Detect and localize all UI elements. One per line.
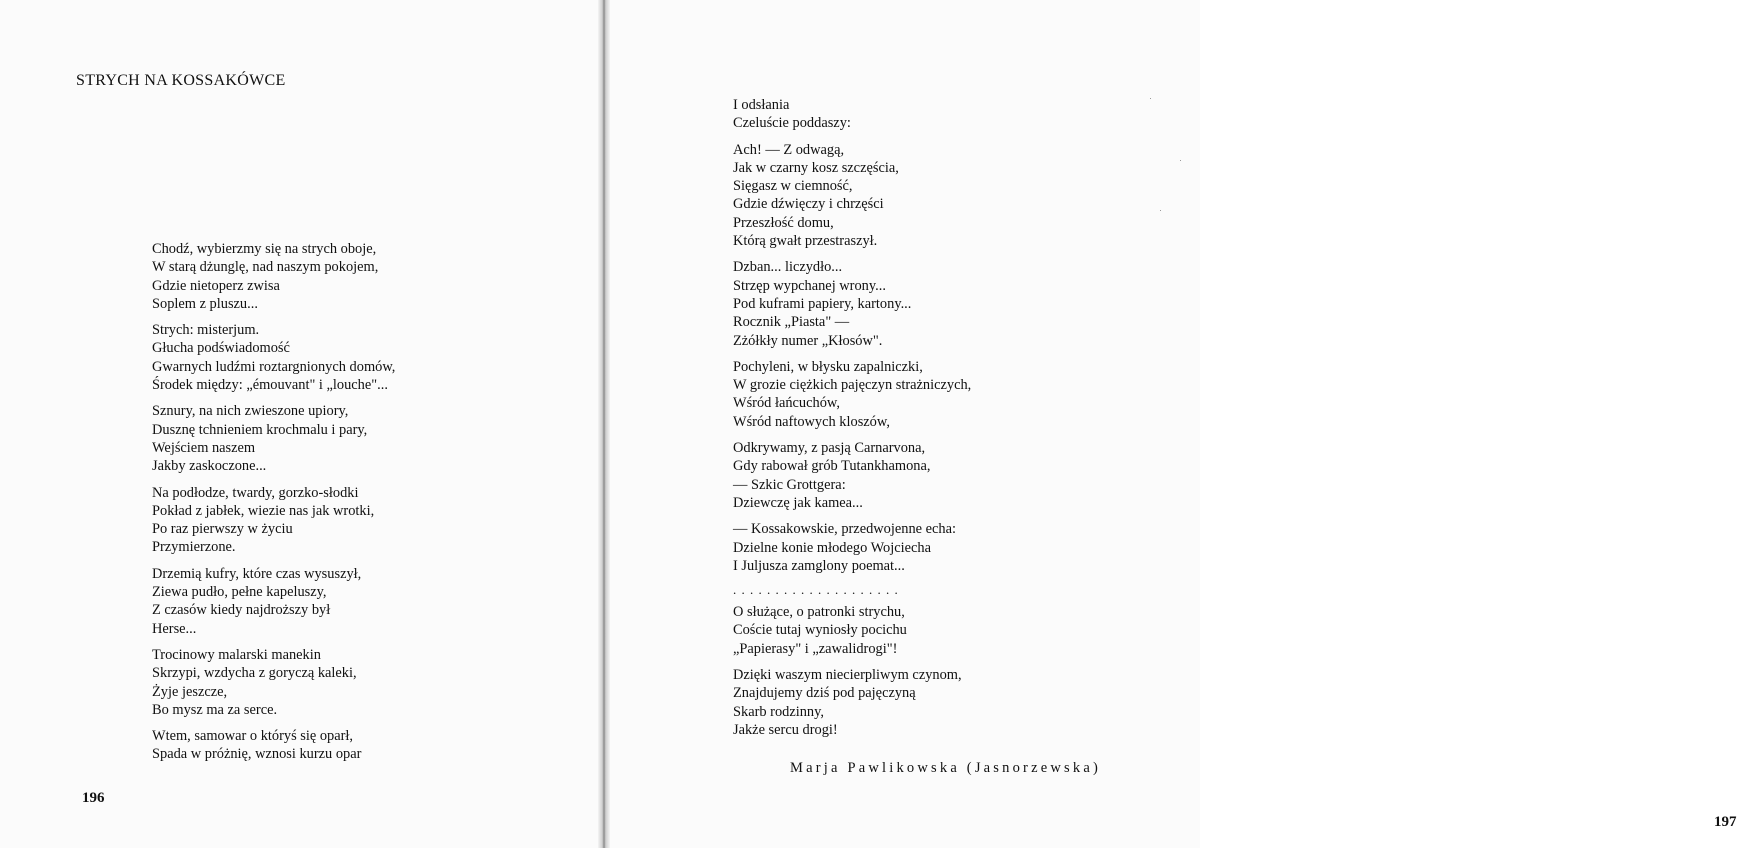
stanza (152, 646, 452, 719)
poem-line: Z czasów kiedy najdroższy był (152, 602, 331, 619)
poem-line: — Kossakowskie, przedwojenne echa: (733, 521, 956, 538)
poem-line: O służące, o patronki strychu, (733, 604, 905, 621)
poem-line: Jakby zaskoczone... (152, 458, 267, 475)
stanza (152, 321, 452, 394)
scan-speck (1160, 210, 1161, 211)
stanza (152, 727, 452, 764)
poem-line: Sięgasz w ciemność, (733, 178, 853, 195)
stanza (152, 484, 452, 557)
scan-speck (1150, 98, 1151, 99)
poem-line: Strych: misterjum. (152, 322, 260, 339)
poem-line: Wśród łańcuchów, (733, 395, 840, 412)
stanza (733, 96, 1063, 133)
poem-line: Znajdujemy dziś pod pajęczyną (733, 685, 916, 702)
poem-line: Wtem, samowar o któryś się oparł, (152, 728, 354, 745)
stanza (152, 402, 452, 475)
poem-line: Żyje jeszcze, (152, 683, 228, 700)
poem-line: Gdzie dźwięczy i chrzęści (733, 196, 884, 213)
poem-line: Dusznę tchnieniem krochmalu i pary, (152, 421, 368, 438)
poem-line: Gdy rabował grób Tutankhamona, (733, 458, 931, 475)
poem-line: Po raz pierwszy w życiu (152, 521, 293, 538)
poem-line: Dziewczę jak kamea... (733, 494, 863, 511)
poem-line: Trocinowy malarski manekin (152, 646, 321, 663)
stanza (152, 565, 452, 638)
poem-line: Na podłodze, twardy, gorzko-słodki (152, 484, 359, 501)
stanza (733, 666, 1063, 739)
poem-line: Jak w czarny kosz szczęścia, (733, 159, 899, 176)
poem-line: Soplem z pluszu... (152, 295, 258, 312)
poem-line: Środek między: „émouvant" i „louche"... (152, 377, 388, 394)
poem-line: Herse... (152, 620, 197, 637)
poem-line: Jakże sercu drogi! (733, 721, 838, 738)
poem-line: Ziewa pudło, pełne kapeluszy, (152, 584, 327, 601)
poem-line: Gwarnych ludźmi roztargnionych domów, (152, 358, 396, 375)
poem-line: I odsłania (733, 97, 790, 113)
poem-line: Chodź, wybierzmy się na strych oboje, (152, 241, 377, 257)
poem-left-column (152, 240, 452, 772)
poem-line: Gdzie nietoperz zwisa (152, 277, 280, 294)
author-signature: Marja Pawlikowska (Jasnorzewska) (790, 760, 1101, 776)
poem-line: Dzban... liczydło... (733, 259, 843, 276)
poem-line: Sznury, na nich zwieszone upiory, (152, 403, 349, 420)
page-number-left: 196 (82, 790, 105, 806)
poem-line: Odkrywamy, z pasją Carnarvona, (733, 440, 926, 457)
page-number-right: 197 (1714, 814, 1737, 830)
poem-line: Rocznik „Piasta" — (733, 314, 850, 331)
poem-line: Ach! — Z odwagą, (733, 141, 845, 158)
dotted-separator: . . . . . . . . . . . . . . . . . . . . (733, 582, 899, 598)
poem-line: Strzęp wypchanej wrony... (733, 277, 886, 294)
poem-line: Pochyleni, w błysku zapalniczki, (733, 358, 923, 375)
poem-line: Wejściem naszem (152, 439, 256, 456)
poem-line: Wśród naftowych kloszów, (733, 413, 890, 430)
poem-line: Spada w próżnię, wznosi kurzu opar (152, 746, 362, 763)
poem-line: Dzielne konie młodego Wojciecha (733, 539, 931, 556)
stanza (152, 240, 452, 313)
poem-line: W grozie ciężkich pajęczyn strażniczych, (733, 377, 972, 394)
poem-line: Głucha podświadomość (152, 340, 290, 357)
left-page (0, 0, 600, 848)
stanzas-before-dots (733, 96, 1063, 575)
poem-line: Którą gwałt przestraszył. (733, 233, 878, 250)
poem-line: Skarb rodzinny, (733, 703, 824, 720)
poem-line: W starą dżunglę, nad naszym pokojem, (152, 259, 379, 276)
poem-line: Przeszłość domu, (733, 214, 834, 231)
stanzas-after-dots (733, 603, 1063, 739)
poem-line: Przymierzone. (152, 539, 236, 556)
scan-speck (1180, 160, 1181, 161)
poem-line: Pokład z jabłek, wiezie nas jak wrotki, (152, 502, 375, 519)
stanza (733, 141, 1063, 251)
poem-line: Bo mysz ma za serce. (152, 701, 278, 718)
poem-line: I Juljusza zamglony poemat... (733, 557, 905, 574)
stanza (733, 520, 1063, 575)
poem-line: „Papierasy" i „zawalidrogi"! (733, 640, 898, 657)
poem-line: Czeluście poddaszy: (733, 115, 851, 132)
stanza (733, 439, 1063, 512)
poem-line: Pod kuframi papiery, kartony... (733, 295, 912, 312)
poem-line: Drzemią kufry, które czas wysuszył, (152, 565, 362, 582)
poem-line: Skrzypi, wzdycha z goryczą kaleki, (152, 665, 357, 682)
poem-line: Coście tutaj wyniosły pocichu (733, 622, 907, 639)
stanza (733, 258, 1063, 349)
stanza (733, 603, 1063, 658)
poem-line: — Szkic Grottgera: (733, 476, 846, 493)
stanza (733, 358, 1063, 431)
poem-right-column (733, 96, 1063, 747)
poem-line: Dzięki waszym niecierpliwym czynom, (733, 667, 962, 684)
poem-title: STRYCH NA KOSSAKÓWCE (76, 72, 286, 89)
poem-line: Zżółkły numer „Kłosów". (733, 332, 883, 349)
